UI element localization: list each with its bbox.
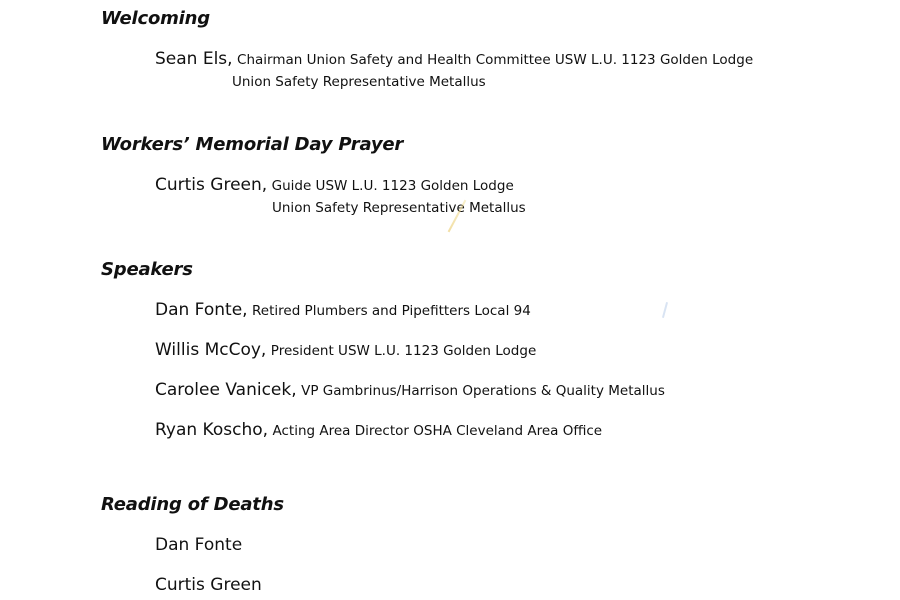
person-name: Carolee Vanicek, [155,380,297,400]
person-role: VP Gambrinus/Harrison Operations & Quality Metallus [301,383,665,399]
person-role: Acting Area Director OSHA Cleveland Area Office [272,423,603,439]
prayer-entry [155,175,514,195]
person-role: President USW L.U. 1123 Golden Lodge [270,343,537,359]
person-role-line2: Union Safety Representative Metallus [232,74,486,90]
section-heading-prayer: Workers’ Memorial Day Prayer [101,134,404,155]
section-heading-reading-of-deaths: Reading of Deaths [101,494,284,515]
speaker-entry [155,340,536,360]
person-name: Curtis Green [155,575,262,595]
person-name: Ryan Koscho, [155,420,269,440]
person-name: Dan Fonte, [155,300,248,320]
person-role: Retired Plumbers and Pipefitters Local 94 [252,303,531,319]
speaker-entry [155,420,602,440]
person-role: Guide USW L.U. 1123 Golden Lodge [271,178,514,194]
reader-entry [155,575,262,595]
person-name: Dan Fonte [155,535,243,555]
person-role-line2: Union Safety Representative Metallus [272,200,526,216]
person-role: Chairman Union Safety and Health Committee USW L.U. 1123 Golden Lodge [237,52,754,68]
section-heading-speakers: Speakers [101,259,193,280]
person-name: Curtis Green, [155,175,268,195]
scan-artifact [662,302,668,318]
person-name: Sean Els, [155,49,233,69]
welcoming-entry [155,49,753,69]
speaker-entry [155,380,665,400]
reader-entry [155,535,242,555]
section-heading-welcoming: Welcoming [101,8,210,29]
speaker-entry [155,300,531,320]
person-name: Willis McCoy, [155,340,267,360]
